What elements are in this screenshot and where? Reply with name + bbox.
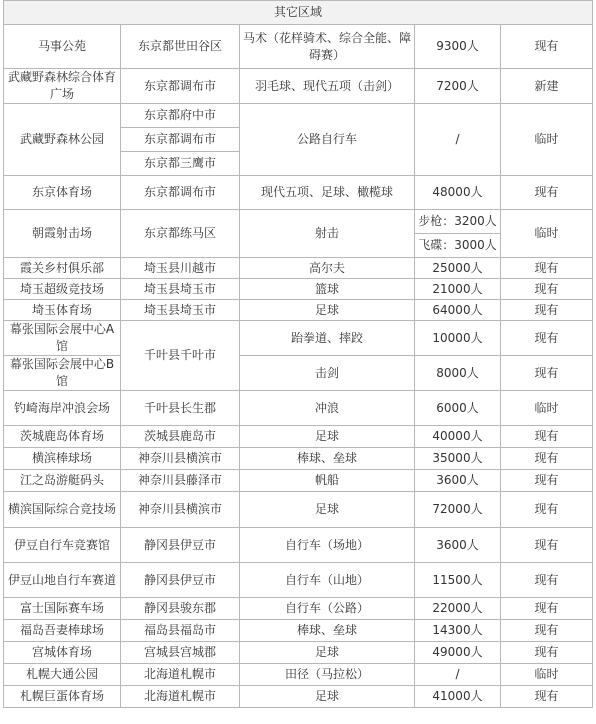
venue-sport: 高尔夫 (240, 258, 415, 279)
venue-location: 神奈川县横滨市 (121, 448, 240, 470)
venue-status: 现有 (501, 448, 593, 470)
venue-capacity: 25000人 (415, 258, 501, 279)
venue-capacity: 11500人 (415, 563, 501, 598)
venue-capacity: 飞碟：3000人 (415, 234, 501, 258)
venue-capacity: 步枪：3200人 (415, 210, 501, 234)
venue-capacity: 3600人 (415, 470, 501, 492)
table-row (4, 448, 593, 470)
venue-status: 现有 (501, 279, 593, 300)
venue-status: 现有 (501, 563, 593, 598)
venue-location: 东京都三鹰市 (121, 152, 240, 176)
venue-sport: 足球 (240, 300, 415, 321)
venue-status: 现有 (501, 620, 593, 642)
venue-sport: 马术（花样骑术、综合全能、障碍赛） (240, 25, 415, 69)
venue-name: 横滨国际综合竞技场 (4, 492, 121, 528)
venue-name: 霞关乡村俱乐部 (4, 258, 121, 279)
venue-sport: 跆拳道、摔跤 (240, 321, 415, 356)
venue-sport: 棒球、垒球 (240, 448, 415, 470)
venue-capacity: 21000人 (415, 279, 501, 300)
venue-status: 现有 (501, 528, 593, 563)
venue-sport: 羽毛球、现代五项（击剑） (240, 69, 415, 104)
table-row (4, 69, 593, 104)
venue-status: 现有 (501, 642, 593, 664)
venue-location: 埼玉县埼玉市 (121, 279, 240, 300)
venue-name: 伊豆山地自行车赛道 (4, 563, 121, 598)
venue-sport: 现代五项、足球、橄榄球 (240, 176, 415, 210)
venue-capacity: 35000人 (415, 448, 501, 470)
venue-location: 东京都调布市 (121, 128, 240, 152)
venue-sport: 冲浪 (240, 391, 415, 426)
venue-sport: 棒球、垒球 (240, 620, 415, 642)
table-row (4, 563, 593, 598)
venue-status: 现有 (501, 598, 593, 620)
table-row (4, 25, 593, 69)
table-row (4, 321, 593, 356)
venue-sport: 自行车（公路） (240, 598, 415, 620)
venue-name: 横滨棒球场 (4, 448, 121, 470)
table-row (4, 528, 593, 563)
venue-location: 福岛县福岛市 (121, 620, 240, 642)
table-row (4, 356, 593, 391)
table-row (4, 300, 593, 321)
venue-name: 东京体育场 (4, 176, 121, 210)
venue-location: 东京都世田谷区 (121, 25, 240, 69)
section-title: 其它区域 (4, 1, 593, 25)
venue-status: 现有 (501, 176, 593, 210)
venue-name: 富士国际赛车场 (4, 598, 121, 620)
venue-name: 钓崎海岸冲浪会场 (4, 391, 121, 426)
venue-name: 札幌巨蛋体育场 (4, 686, 121, 708)
venue-location: 静冈县伊豆市 (121, 563, 240, 598)
venue-capacity: 40000人 (415, 426, 501, 448)
venue-sport: 自行车（山地） (240, 563, 415, 598)
venue-name: 埼玉超级竞技场 (4, 279, 121, 300)
table-row (4, 598, 593, 620)
venue-name: 江之岛游艇码头 (4, 470, 121, 492)
table-row (4, 391, 593, 426)
venue-name: 伊豆自行车竞赛馆 (4, 528, 121, 563)
venue-name: 埼玉体育场 (4, 300, 121, 321)
venue-capacity: 22000人 (415, 598, 501, 620)
table-row (4, 664, 593, 686)
venue-location: 神奈川县藤泽市 (121, 470, 240, 492)
table-row (4, 426, 593, 448)
venue-status: 现有 (501, 356, 593, 391)
venue-location: 东京都调布市 (121, 69, 240, 104)
table-row (4, 210, 593, 234)
table-row (4, 176, 593, 210)
venue-sport: 公路自行车 (240, 104, 415, 176)
table-row (4, 104, 593, 128)
venue-status: 现有 (501, 300, 593, 321)
venue-location: 茨城县鹿岛市 (121, 426, 240, 448)
venue-location: 东京都府中市 (121, 104, 240, 128)
venue-status: 临时 (501, 664, 593, 686)
venue-name: 武藏野森林综合体育广场 (4, 69, 121, 104)
venue-location: 千叶县千叶市 (121, 321, 240, 391)
venue-capacity: 7200人 (415, 69, 501, 104)
venue-location: 静冈县骏东郡 (121, 598, 240, 620)
venue-status: 现有 (501, 258, 593, 279)
venue-sport: 自行车（场地） (240, 528, 415, 563)
venue-sport: 帆船 (240, 470, 415, 492)
table-row (4, 620, 593, 642)
venue-name: 幕张国际会展中心A馆 (4, 321, 121, 356)
venues-table (3, 0, 593, 708)
venue-location: 东京都练马区 (121, 210, 240, 258)
venue-capacity: 64000人 (415, 300, 501, 321)
venue-name: 宫城体育场 (4, 642, 121, 664)
venue-name: 福岛吾妻棒球场 (4, 620, 121, 642)
venue-status: 临时 (501, 104, 593, 176)
table-row (4, 258, 593, 279)
venue-sport: 足球 (240, 492, 415, 528)
venue-status: 现有 (501, 25, 593, 69)
venue-status: 临时 (501, 210, 593, 258)
venue-location: 千叶县长生郡 (121, 391, 240, 426)
venue-sport: 足球 (240, 426, 415, 448)
venue-capacity: 41000人 (415, 686, 501, 708)
venue-name: 朝霞射击场 (4, 210, 121, 258)
venue-status: 新建 (501, 69, 593, 104)
venue-capacity: 9300人 (415, 25, 501, 69)
venue-capacity: 6000人 (415, 391, 501, 426)
venue-sport: 田径（马拉松） (240, 664, 415, 686)
table-row (4, 686, 593, 708)
venue-location: 神奈川县横滨市 (121, 492, 240, 528)
venue-sport: 击剑 (240, 356, 415, 391)
venue-capacity: 8000人 (415, 356, 501, 391)
venue-sport: 足球 (240, 642, 415, 664)
venue-capacity: 49000人 (415, 642, 501, 664)
venue-status: 临时 (501, 391, 593, 426)
venue-capacity: 14300人 (415, 620, 501, 642)
venue-name: 札幌大通公园 (4, 664, 121, 686)
venue-location: 埼玉县川越市 (121, 258, 240, 279)
venue-status: 现有 (501, 686, 593, 708)
venue-location: 北海道札幌市 (121, 664, 240, 686)
venue-capacity: 72000人 (415, 492, 501, 528)
venue-capacity: / (415, 664, 501, 686)
venue-name: 茨城鹿岛体育场 (4, 426, 121, 448)
venue-sport: 射击 (240, 210, 415, 258)
venue-capacity: / (415, 104, 501, 176)
venue-status: 现有 (501, 492, 593, 528)
venue-name: 幕张国际会展中心B馆 (4, 356, 121, 391)
venue-capacity: 3600人 (415, 528, 501, 563)
venue-sport: 篮球 (240, 279, 415, 300)
table-row (4, 492, 593, 528)
venue-location: 静冈县伊豆市 (121, 528, 240, 563)
venue-location: 东京都调布市 (121, 176, 240, 210)
table-row (4, 279, 593, 300)
section-header-row (4, 1, 593, 25)
venue-status: 现有 (501, 470, 593, 492)
venue-name: 武藏野森林公园 (4, 104, 121, 176)
venue-name: 马事公苑 (4, 25, 121, 69)
venue-location: 埼玉县埼玉市 (121, 300, 240, 321)
table-row (4, 642, 593, 664)
venue-status: 现有 (501, 426, 593, 448)
venue-sport: 足球 (240, 686, 415, 708)
venue-capacity: 10000人 (415, 321, 501, 356)
table-row (4, 470, 593, 492)
venue-location: 宫城县宫城郡 (121, 642, 240, 664)
venue-status: 现有 (501, 321, 593, 356)
venue-location: 北海道札幌市 (121, 686, 240, 708)
venue-capacity: 48000人 (415, 176, 501, 210)
